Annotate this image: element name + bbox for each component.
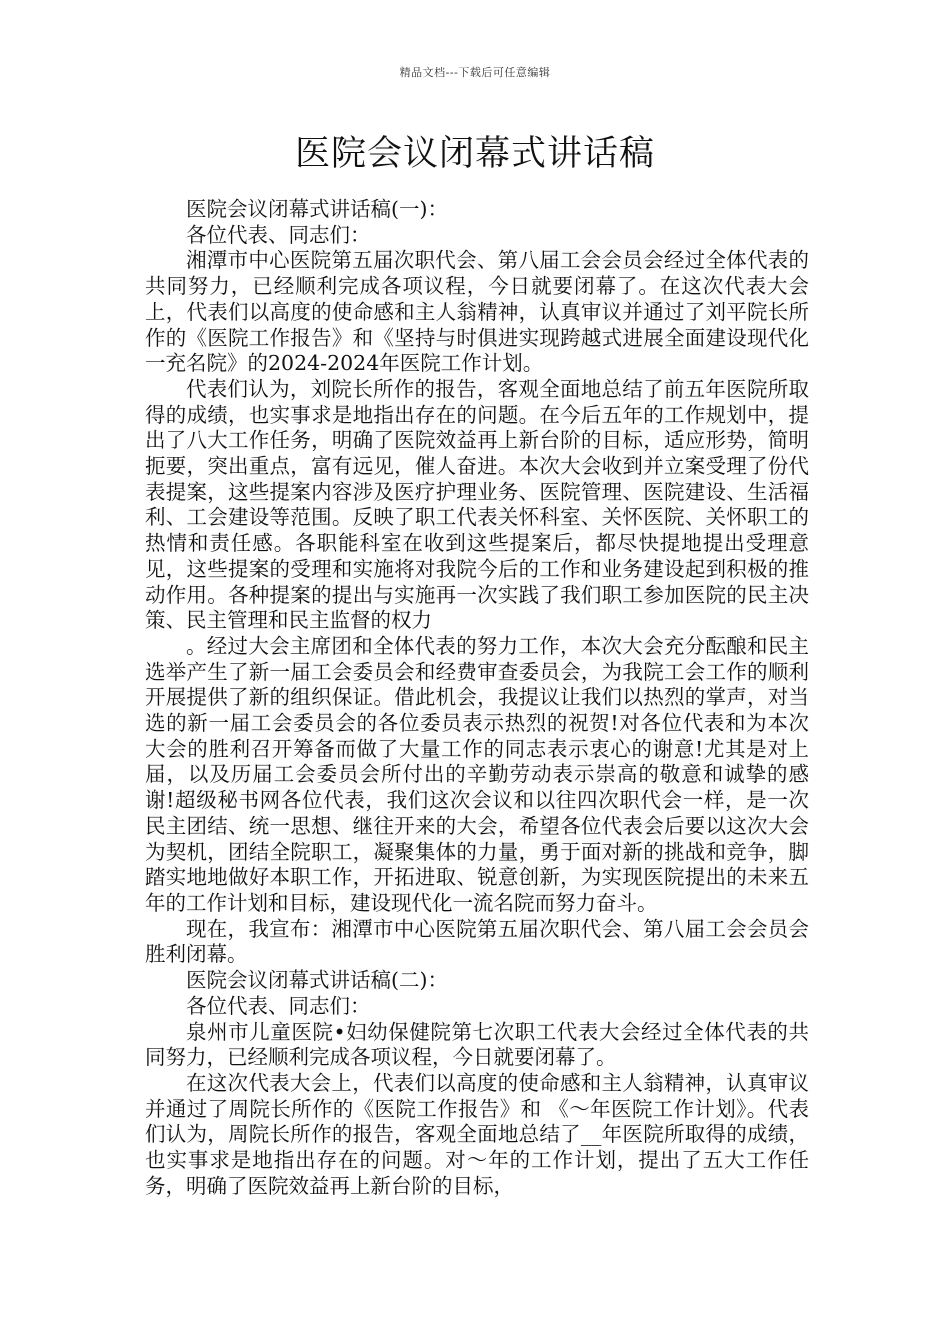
paragraph: 医院会议闭幕式讲话稿(一)：: [186, 197, 448, 221]
page-header: 精品文档---下载后可任意编辑: [399, 66, 551, 79]
paragraph: 代表们认为，刘院长所作的报告，客观全面地总结了前五年医院所取得的成绩，也实事求是地指出存在的问题。在今后五年的工作规划中，提出了八大工作任务，明确了医院效益再上新台阶的目标，适应形势，简明扼要，突出重点，富有远见，催人奋进。本次大会收到并立案受理了份代表提案，这些提案内容涉及医疗护理业务、医院管理、医院建设、生活福利、工会建设等范围。反映了职工代表关怀科室、关怀医院、关怀职工的热情和责任感。各职能科室在收到这些提案后，都尽快提地提出受理意见，这些提案的受理和实施将对我院今后的工作和业务建设起到积极的推动作用。各种提案的提出与实施再一次实践了我们职工参加医院的民主决策、民主管理和民主监督的权力: [145, 376, 809, 633]
paragraph: 湘潭市中心医院第五届次职代会、第八届工会会员会经过全体代表的共同努力，已经顺利完成各项议程，今日就要闭幕了。在这次代表大会上，代表们以高度的使命感和主人翁精神，认真审议并通过了刘平院长所作的《医院工作报告》和《坚持与时俱进实现跨越式进展全面建设现代化一充名院》的2024-2024年医院工作计划。: [145, 248, 809, 376]
paragraph: 各位代表、同志们：: [186, 222, 371, 247]
paragraph: 在这次代表大会上，代表们以高度的使命感和主人翁精神，认真审议并通过了周院长所作的《医院工作报告》和 《～年医院工作计划》。代表们认为，周院长所作的报告，客观全面地总结了__年医院所取得的成绩，也实事求是地指出存在的问题。对～年的工作计划，提出了五大工作任务，明确了医院效益再上新台阶的目标，: [145, 1070, 809, 1198]
paragraph: 泉州市儿童医院•妇幼保健院第七次职工代表大会经过全体代表的共同努力，已经顺利完成各项议程，今日就要闭幕了。: [145, 1019, 809, 1070]
paragraph: 现在，我宣布：湘潭市中心医院第五届次职代会、第八届工会会员会胜利闭幕。: [145, 916, 809, 967]
paragraph: 各位代表、同志们：: [186, 993, 371, 1018]
document-title: 医院会议闭幕式讲话稿: [294, 134, 655, 174]
paragraph: 。经过大会主席团和全体代表的努力工作，本次大会充分酝酿和民主选举产生了新一届工会委员会和经费审查委员会，为我院工会工作的顺利开展提供了新的组织保证。借此机会，我提议让我们以热烈的掌声，对当选的新一届工会委员会的各位委员表示热烈的祝贺!对各位代表和为本次大会的胜利召开筹备而做了大量工作的同志表示衷心的谢意!尤其是对上届，以及历届工会委员会所付出的辛勤劳动表示崇高的敬意和诚挚的感谢!超级秘书网各位代表，我们这次会议和以往四次职代会一样，是一次民主团结、统一思想、继往开来的大会，希望各位代表会后要以这次大会为契机，团结全院职工，凝聚集体的力量，勇于面对新的挑战和竞争，脚踏实地地做好本职工作，开拓进取、锐意创新，为实现医院提出的未来五年的工作计划和目标，建设现代化一流名院而努力奋斗。: [145, 633, 809, 915]
paragraph: 医院会议闭幕式讲话稿(二)：: [186, 968, 448, 993]
document-body: [145, 197, 809, 1199]
